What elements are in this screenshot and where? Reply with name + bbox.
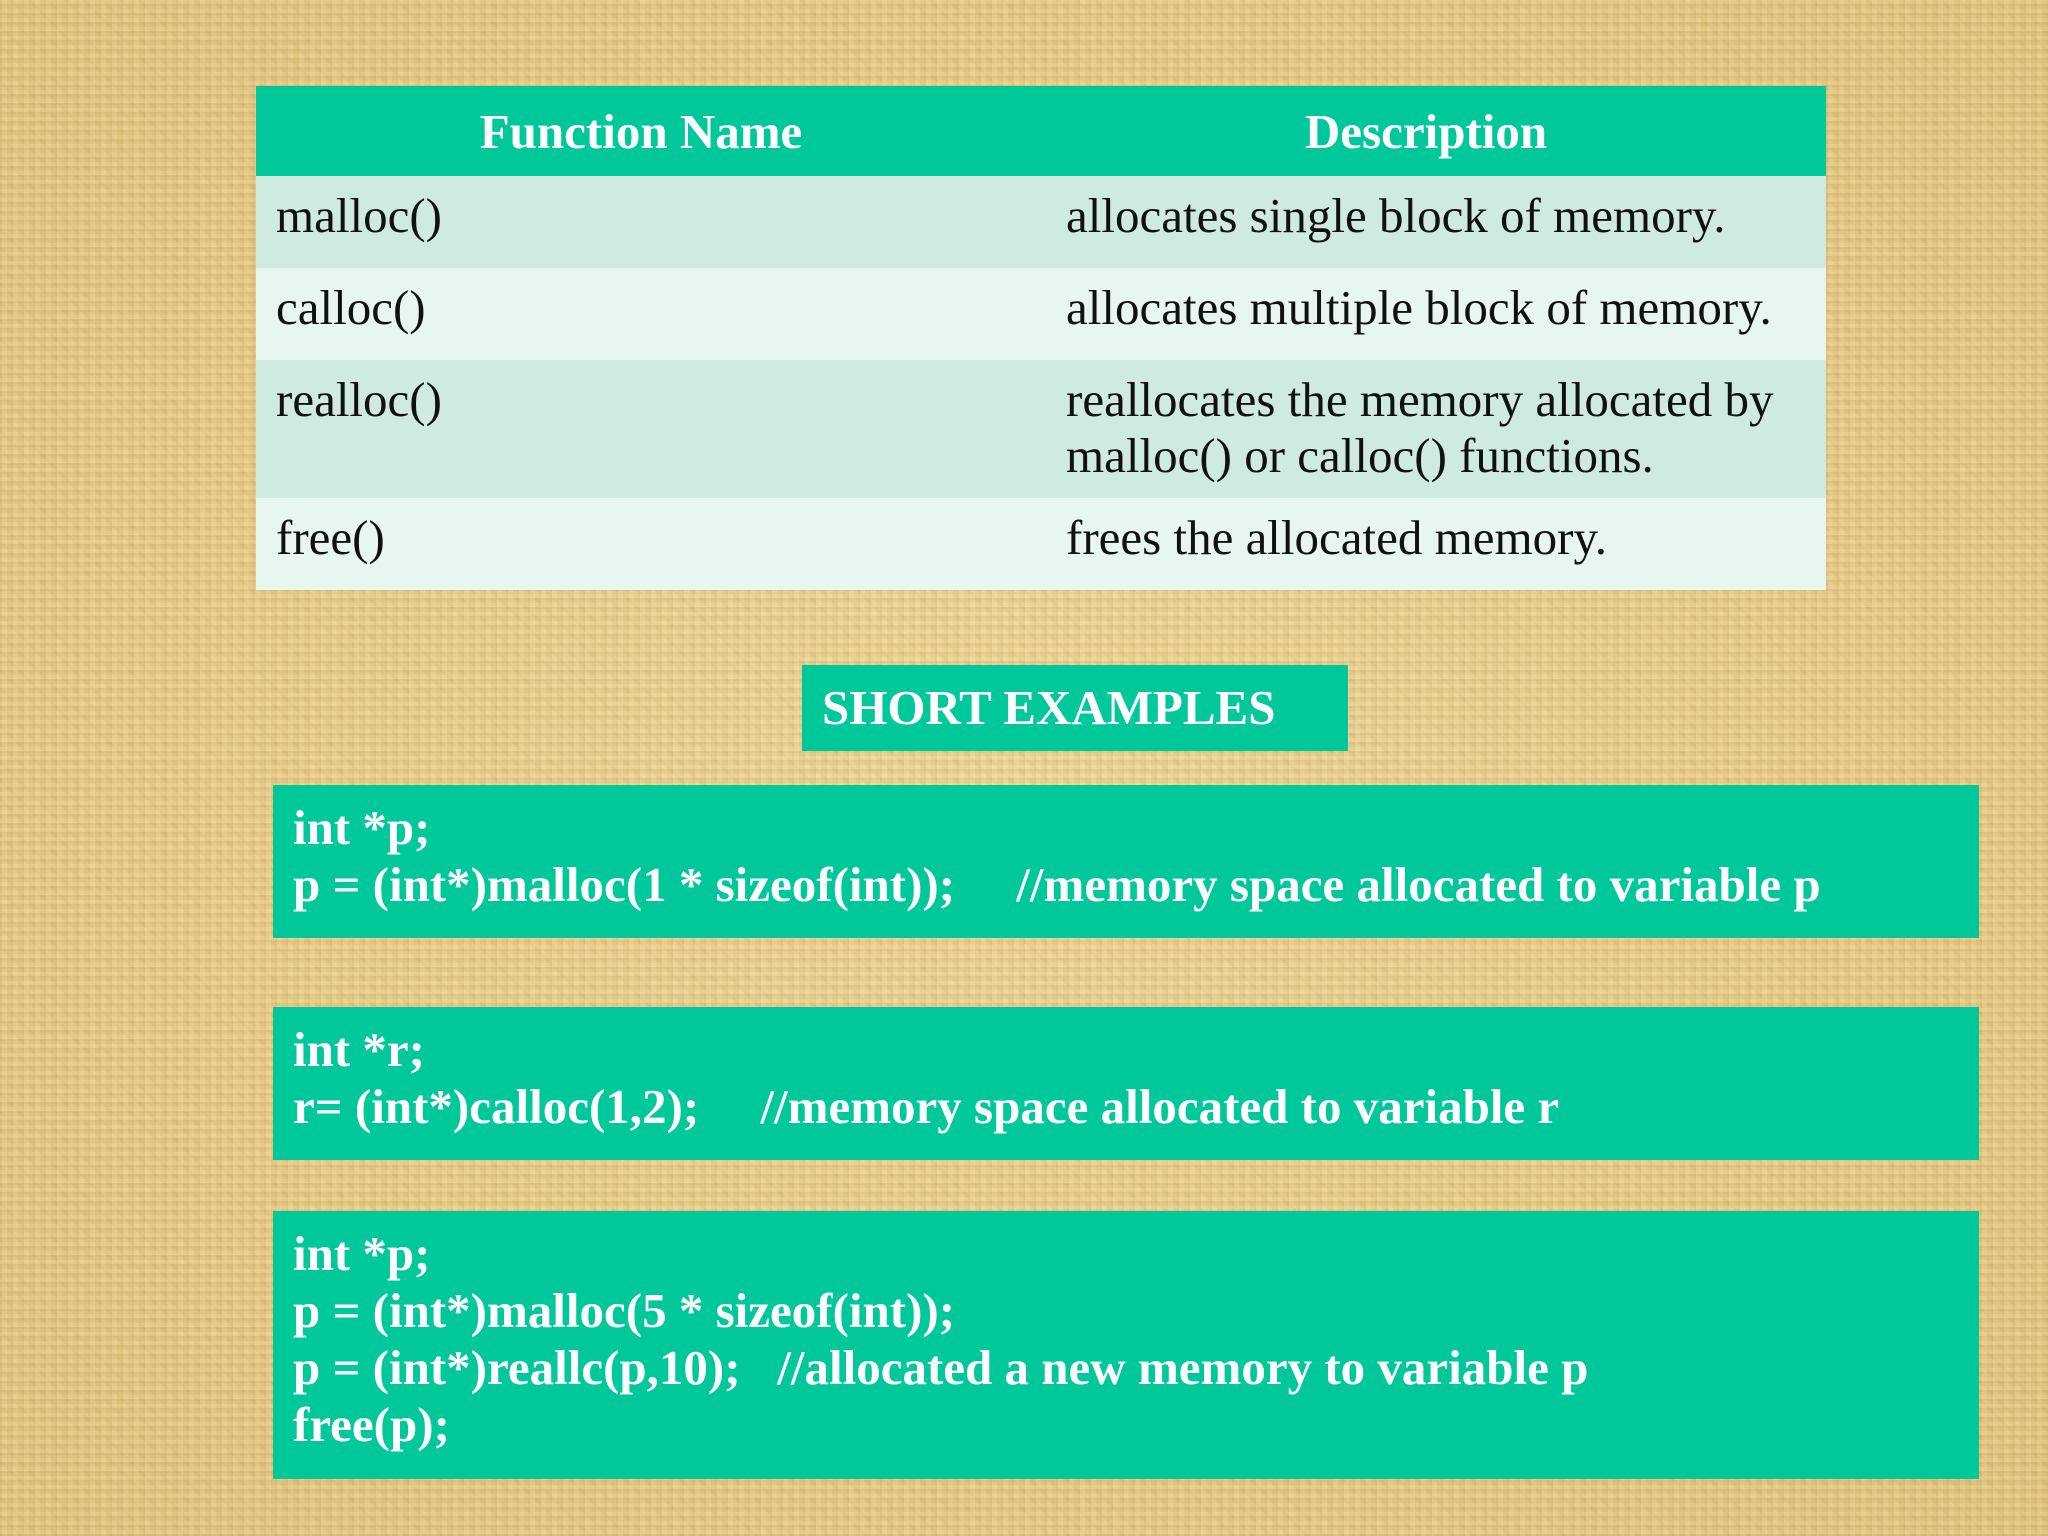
column-header-description: Description [1026,86,1826,176]
code-example-malloc [273,785,1979,938]
code-line: p = (int*)malloc(1 * sizeof(int)); //memory space allocated to variable p [293,857,1821,912]
code-line: int *r; [293,1022,425,1077]
column-header-function-name: Function Name [256,86,1026,176]
code-line: int *p; [293,1226,431,1281]
code-line: r= (int*)calloc(1,2); //memory space allocated to variable r [293,1079,1560,1134]
description-line: malloc() or calloc() functions. [1066,428,1654,483]
description-cell [1026,360,1826,498]
description-cell: allocates multiple block of memory. [1026,268,1826,360]
short-examples-heading: SHORT EXAMPLES [802,665,1348,751]
function-name-cell: malloc() [256,176,1026,268]
description-cell: allocates single block of memory. [1026,176,1826,268]
description-cell: frees the allocated memory. [1026,498,1826,590]
table-row [256,176,1826,268]
table-row [256,360,1826,498]
table-header-row [256,86,1826,176]
function-table [256,86,1826,590]
function-name-cell: realloc() [256,360,1026,498]
table-row [256,498,1826,590]
code-example-calloc [273,1007,1979,1160]
function-name-cell: calloc() [256,268,1026,360]
function-name-cell: free() [256,498,1026,590]
code-line: p = (int*)malloc(5 * sizeof(int)); [293,1283,956,1338]
table-row [256,268,1826,360]
description-line: reallocates the memory allocated by [1066,372,1774,427]
code-example-realloc-free [273,1211,1979,1479]
code-line: free(p); [293,1397,450,1452]
code-line: p = (int*)reallc(p,10); //allocated a new memory to variable p [293,1340,1589,1395]
code-line: int *p; [293,800,431,855]
